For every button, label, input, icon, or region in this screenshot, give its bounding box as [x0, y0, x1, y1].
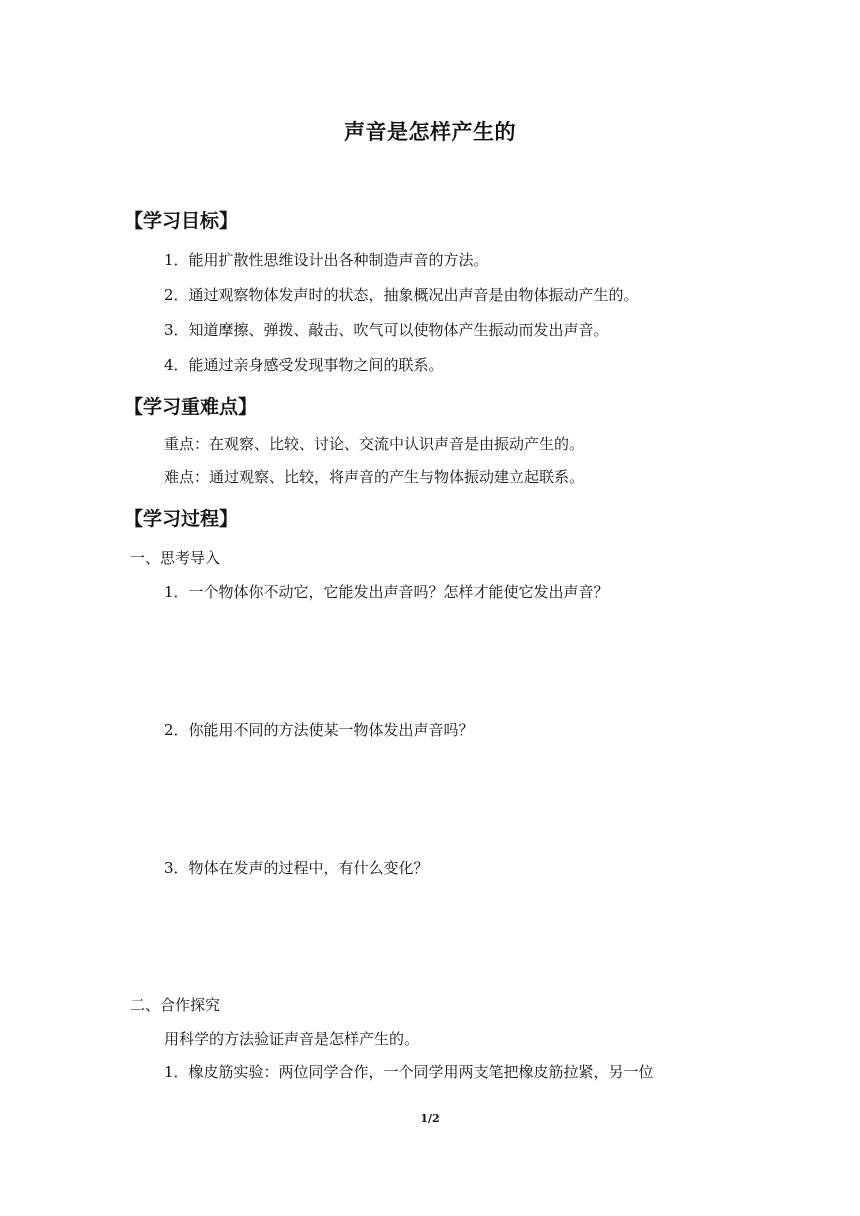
part-heading-thinking: 一、思考导入	[130, 549, 221, 567]
question-item-3: 3．物体在发声的过程中，有什么变化？	[164, 859, 429, 877]
cooperation-intro: 用科学的方法验证声音是怎样产生的。	[164, 1030, 420, 1048]
goal-item-2: 2．通过观察物体发声时的状态，抽象概况出声音是由物体振动产生的。	[164, 286, 639, 304]
difficult-point-item: 难点：通过观察、比较，将声音的产生与物体振动建立起联系。	[164, 468, 585, 486]
page-number: 1/2	[420, 1112, 440, 1125]
question-item-2: 2．你能用不同的方法使某一物体发出声音吗？	[164, 721, 474, 739]
part-heading-cooperation: 二、合作探究	[130, 996, 221, 1014]
section-heading-key-points: 【学习重难点】	[124, 396, 258, 418]
experiment-item-1: 1．橡皮筋实验：两位同学合作，一个同学用两支笔把橡皮筋拉紧，另一位	[164, 1063, 654, 1081]
section-heading-process: 【学习过程】	[124, 508, 239, 530]
document-title: 声音是怎样产生的	[344, 120, 516, 144]
question-item-1: 1．一个物体你不动它，它能发出声音吗？怎样才能使它发出声音？	[164, 583, 609, 601]
goal-item-4: 4．能通过亲身感受发现事物之间的联系。	[164, 356, 444, 374]
goal-item-1: 1．能用扩散性思维设计出各种制造声音的方法。	[164, 251, 489, 269]
goal-item-3: 3．知道摩擦、弹拨、敲击、吹气可以使物体产生振动而发出声音。	[164, 321, 609, 339]
section-heading-goals: 【学习目标】	[124, 210, 239, 232]
key-point-item: 重点：在观察、比较、讨论、交流中认识声音是由振动产生的。	[164, 435, 585, 453]
